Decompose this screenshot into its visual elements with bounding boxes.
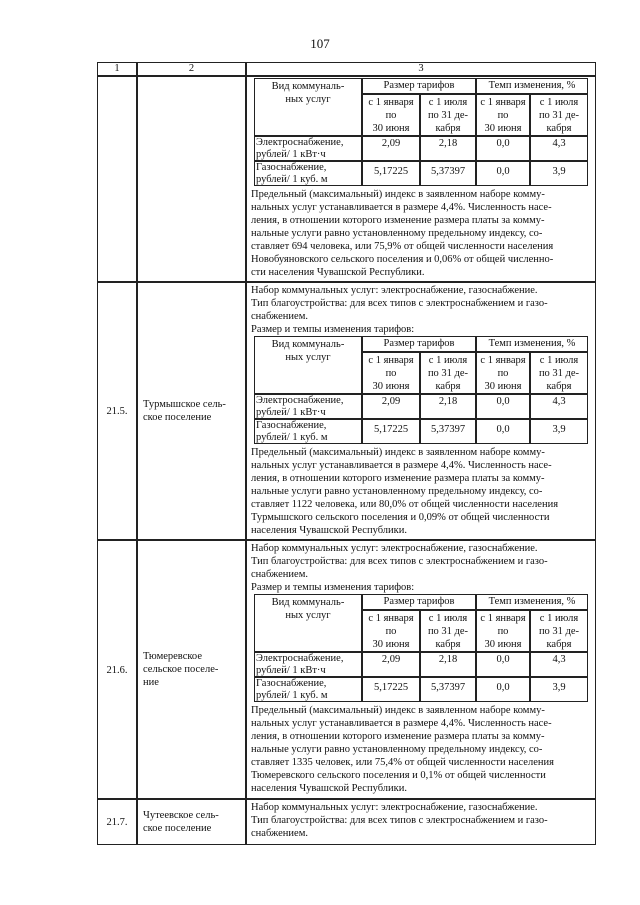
electricity-value: 2,18 bbox=[438, 654, 458, 665]
gas-value: 3,9 bbox=[552, 424, 566, 435]
tariff-period-label: 30 июня bbox=[372, 381, 410, 392]
tariff-kind-label: ных услуг bbox=[285, 352, 331, 363]
electricity-label: Электроснабжение, bbox=[256, 653, 344, 664]
gas-value: 0,0 bbox=[496, 424, 510, 435]
gas-label: Газоснабжение, bbox=[256, 162, 327, 173]
tariff-period-label: 30 июня bbox=[372, 123, 410, 134]
section-name-line: ние bbox=[143, 677, 159, 688]
section-intro-line: снабжением. bbox=[251, 828, 308, 839]
tariff-rate-label: Темп изменения, % bbox=[488, 596, 576, 607]
section-summary-line: ставляет 694 человека, или 75,9% от общей численности населения bbox=[251, 241, 554, 252]
tariff-period-label: по 31 де- bbox=[538, 110, 580, 121]
tariff-period-label: кабря bbox=[435, 381, 461, 392]
gas-value: 5,37397 bbox=[430, 682, 466, 693]
header-label-1: 1 bbox=[114, 63, 120, 74]
section-name-cell bbox=[137, 76, 246, 282]
section-summary-line: Предельный (максимальный) индекс в заявленном наборе комму- bbox=[251, 189, 545, 200]
section-name-line: ское поселение bbox=[143, 412, 212, 423]
section-summary-line: Тюмеревского сельского поселения и 0,1% от общей численности bbox=[251, 770, 546, 781]
section-summary-line: Предельный (максимальный) индекс в заявленном наборе комму- bbox=[251, 705, 545, 716]
tariff-period-label: по 31 де- bbox=[538, 626, 580, 637]
tariff-period-label: кабря bbox=[435, 123, 461, 134]
section-intro-line: Размер и темпы изменения тарифов: bbox=[251, 324, 415, 335]
gas-label: Газоснабжение, bbox=[256, 678, 327, 689]
tariff-period-label: по 31 де- bbox=[538, 368, 580, 379]
electricity-label: рублей/ 1 кВт·ч bbox=[256, 149, 326, 160]
electricity-value: 4,3 bbox=[552, 138, 566, 149]
section-number-cell bbox=[97, 76, 137, 282]
tariff-period-label: с 1 января bbox=[368, 613, 414, 624]
section-intro-line: Набор коммунальных услуг: электроснабжение, газоснабжение. bbox=[251, 543, 538, 554]
tariff-period-label: 30 июня bbox=[484, 123, 522, 134]
section-summary-line: нальных услуг устанавливается в размере 4,4%. Численность насе- bbox=[251, 718, 552, 729]
section-name-line: Тюмеревское bbox=[143, 651, 202, 662]
gas-label: рублей/ 1 куб. м bbox=[256, 174, 328, 185]
electricity-label: рублей/ 1 кВт·ч bbox=[256, 665, 326, 676]
tariff-period-label: по bbox=[497, 368, 509, 379]
tariff-period-label: 30 июня bbox=[484, 639, 522, 650]
section-summary-line: нальные услуги равно установленному предельному индексу, со- bbox=[251, 486, 543, 497]
section-number: 21.6. bbox=[106, 664, 128, 676]
section-summary-line: нальных услуг устанавливается в размере 4,4%. Численность насе- bbox=[251, 460, 552, 471]
tariff-period-label: по 31 де- bbox=[427, 110, 469, 121]
tariff-period-label: 30 июня bbox=[372, 639, 410, 650]
electricity-value: 4,3 bbox=[552, 654, 566, 665]
section-intro-line: снабжением. bbox=[251, 569, 308, 580]
gas-value: 5,17225 bbox=[373, 166, 409, 177]
tariff-period-label: с 1 января bbox=[480, 97, 526, 108]
gas-label: Газоснабжение, bbox=[256, 420, 327, 431]
tariff-kind-label: ных услуг bbox=[285, 94, 331, 105]
tariff-period-label: 30 июня bbox=[484, 381, 522, 392]
tariff-size-label: Размер тарифов bbox=[383, 596, 455, 607]
section-number: 21.7. bbox=[106, 817, 128, 828]
tariff-rate-label: Темп изменения, % bbox=[488, 80, 576, 91]
section-summary-line: ставляет 1122 человека, или 80,0% от общей численности населения bbox=[251, 499, 559, 510]
section-intro-line: Тип благоустройства: для всех типов с электроснабжением и газо- bbox=[251, 556, 548, 567]
electricity-value: 2,09 bbox=[381, 396, 401, 407]
tariff-period-label: с 1 января bbox=[368, 97, 414, 108]
tariff-period-label: с 1 июля bbox=[539, 355, 579, 366]
tariff-period-label: по 31 де- bbox=[427, 368, 469, 379]
section-intro-line: снабжением. bbox=[251, 311, 308, 322]
section-summary-line: нальные услуги равно установленному предельному индексу, со- bbox=[251, 744, 543, 755]
section-name-line: сельское поселе- bbox=[143, 664, 219, 675]
tariff-period-label: кабря bbox=[435, 639, 461, 650]
section-summary-line: нальные услуги равно установленному предельному индексу, со- bbox=[251, 228, 543, 239]
gas-value: 3,9 bbox=[552, 166, 566, 177]
tariff-period-label: по bbox=[385, 626, 397, 637]
electricity-value: 2,18 bbox=[438, 396, 458, 407]
section-summary-line: ления, в отношении которого изменение размера платы за комму- bbox=[251, 215, 545, 226]
section-summary-line: населения Чувашской Республики. bbox=[251, 525, 407, 536]
electricity-value: 4,3 bbox=[552, 396, 566, 407]
section-summary-line: ставляет 1335 человек, или 75,4% от общей численности населения bbox=[251, 757, 554, 768]
tariff-kind-label: ных услуг bbox=[285, 610, 331, 621]
header-label-2: 2 bbox=[188, 63, 195, 74]
tariff-period-label: по bbox=[497, 110, 509, 121]
gas-label: рублей/ 1 куб. м bbox=[256, 690, 328, 701]
tariff-period-label: по bbox=[385, 110, 397, 121]
section-summary-line: сти населения Чувашской Республики. bbox=[251, 267, 425, 278]
section-summary-line: ления, в отношении которого изменение размера платы за комму- bbox=[251, 473, 545, 484]
gas-value: 5,37397 bbox=[430, 166, 466, 177]
tariff-kind-label: Вид коммуналь- bbox=[271, 81, 345, 92]
section-intro-line: Набор коммунальных услуг: электроснабжение, газоснабжение. bbox=[251, 802, 538, 813]
section-summary-line: Новобуяновского сельского поселения и 0,06% от общей численно- bbox=[251, 254, 554, 265]
gas-value: 5,17225 bbox=[373, 682, 409, 693]
electricity-value: 0,0 bbox=[496, 138, 510, 149]
section-name-line: ское поселение bbox=[143, 823, 212, 834]
tariff-period-label: с 1 января bbox=[480, 355, 526, 366]
tariff-period-label: по bbox=[497, 626, 509, 637]
tariff-period-label: с 1 июля bbox=[428, 613, 468, 624]
tariff-period-label: кабря bbox=[546, 381, 572, 392]
electricity-value: 0,0 bbox=[496, 396, 510, 407]
electricity-label: Электроснабжение, bbox=[256, 395, 344, 406]
electricity-value: 0,0 bbox=[496, 654, 510, 665]
section-intro-line: Тип благоустройства: для всех типов с электроснабжением и газо- bbox=[251, 815, 548, 826]
section-summary-line: ления, в отношении которого изменение размера платы за комму- bbox=[251, 731, 545, 742]
electricity-value: 2,09 bbox=[381, 138, 401, 149]
gas-value: 0,0 bbox=[496, 682, 510, 693]
section-name-line: Чутеевское сель- bbox=[143, 810, 219, 821]
tariff-kind-label: Вид коммуналь- bbox=[271, 597, 345, 608]
tariff-period-label: по 31 де- bbox=[427, 626, 469, 637]
electricity-label: рублей/ 1 кВт·ч bbox=[256, 407, 326, 418]
gas-value: 3,9 bbox=[552, 682, 566, 693]
tariff-size-label: Размер тарифов bbox=[383, 80, 455, 91]
tariff-period-label: с 1 июля bbox=[428, 355, 468, 366]
page-number: 107 bbox=[310, 36, 330, 51]
header-label-3: 3 bbox=[418, 63, 424, 74]
electricity-label: Электроснабжение, bbox=[256, 137, 344, 148]
electricity-value: 2,09 bbox=[381, 654, 401, 665]
tariff-period-label: с 1 января bbox=[480, 613, 526, 624]
section-intro-line: Размер и темпы изменения тарифов: bbox=[251, 582, 415, 593]
gas-value: 5,37397 bbox=[430, 424, 466, 435]
tariff-period-label: по bbox=[385, 368, 397, 379]
gas-label: рублей/ 1 куб. м bbox=[256, 432, 328, 443]
tariff-kind-label: Вид коммуналь- bbox=[271, 339, 345, 350]
gas-value: 0,0 bbox=[496, 166, 510, 177]
tariff-period-label: с 1 июля bbox=[539, 613, 579, 624]
tariff-rate-label: Темп изменения, % bbox=[488, 338, 576, 349]
tariff-period-label: кабря bbox=[546, 639, 572, 650]
section-summary-line: Турмышского сельского поселения и 0,09% от общей численности bbox=[251, 512, 550, 523]
section-name-line: Турмышское сель- bbox=[143, 399, 226, 410]
section-summary-line: Предельный (максимальный) индекс в заявленном наборе комму- bbox=[251, 447, 545, 458]
tariff-period-label: с 1 июля bbox=[428, 97, 468, 108]
gas-value: 5,17225 bbox=[373, 424, 409, 435]
section-number: 21.5. bbox=[106, 406, 128, 417]
section-summary-line: населения Чувашской Республики. bbox=[251, 783, 407, 794]
section-intro-line: Набор коммунальных услуг: электроснабжение, газоснабжение. bbox=[251, 285, 538, 296]
tariff-period-label: кабря bbox=[546, 123, 572, 134]
tariff-period-label: с 1 января bbox=[368, 355, 414, 366]
tariff-size-label: Размер тарифов bbox=[383, 338, 455, 349]
section-summary-line: нальных услуг устанавливается в размере 4,4%. Численность насе- bbox=[251, 202, 552, 213]
section-intro-line: Тип благоустройства: для всех типов с электроснабжением и газо- bbox=[251, 298, 548, 309]
tariff-period-label: с 1 июля bbox=[539, 97, 579, 108]
electricity-value: 2,18 bbox=[438, 138, 458, 149]
